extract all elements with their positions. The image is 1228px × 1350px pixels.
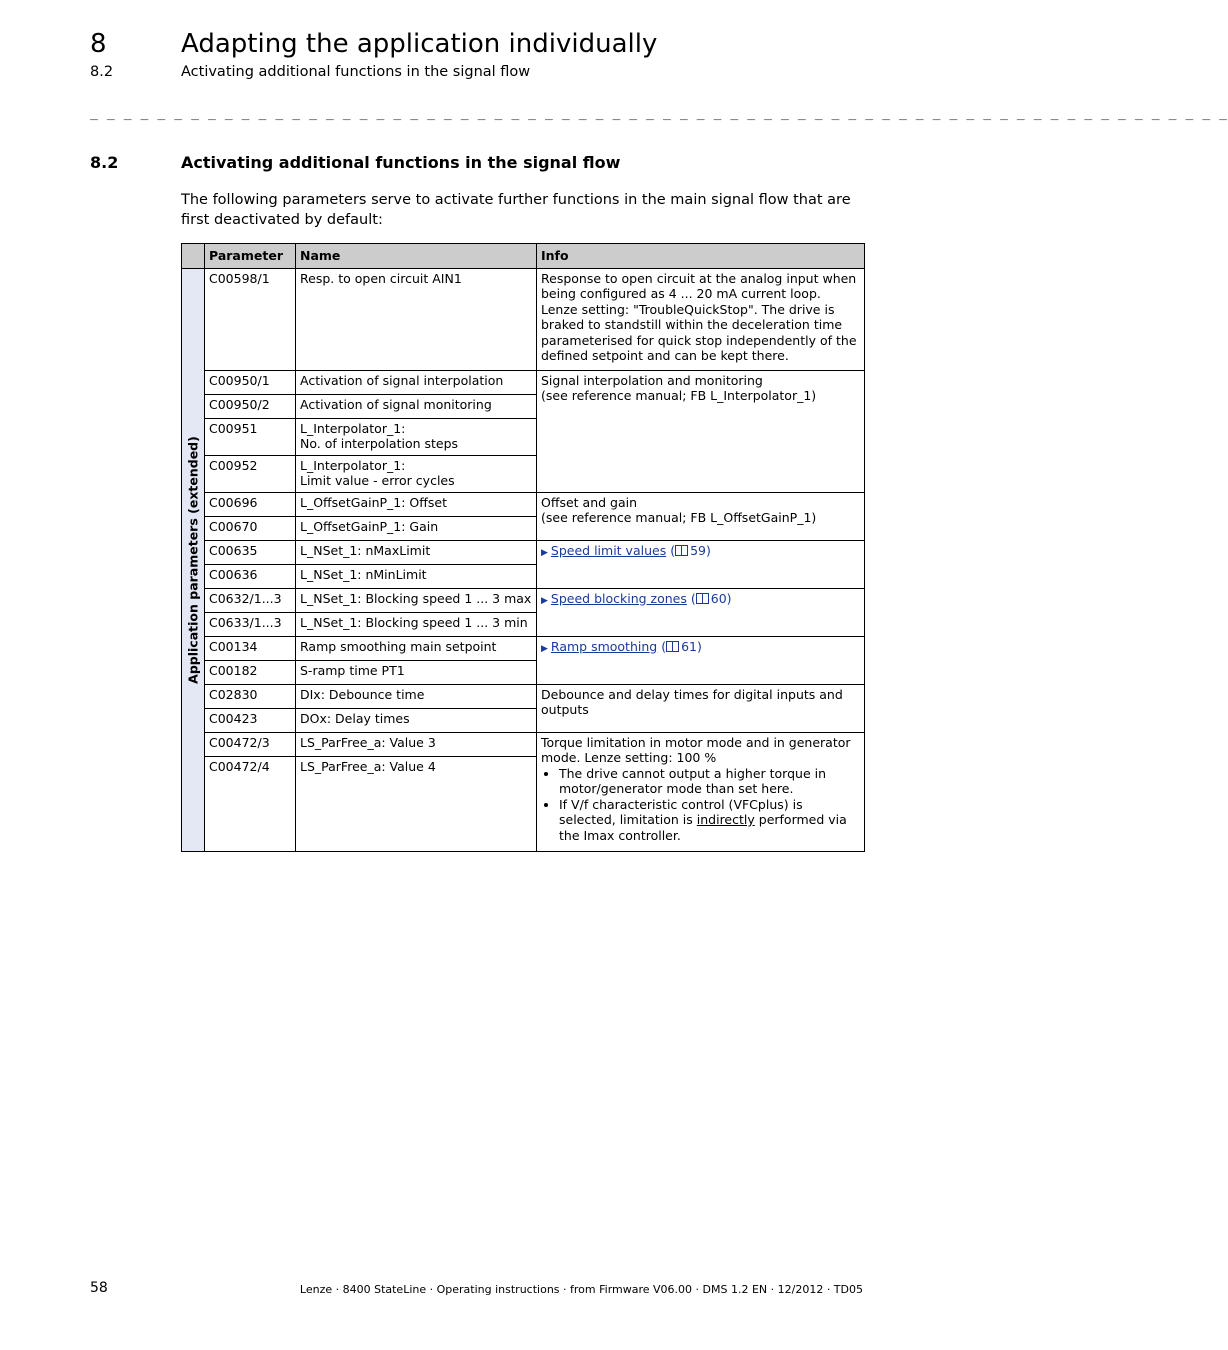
info-cell: [537, 588, 865, 636]
header-section-number: 8.2: [90, 64, 114, 80]
info-cell: [537, 268, 865, 370]
param-cell: C00635: [205, 540, 296, 564]
page-ref[interactable]: ( 60): [690, 590, 732, 606]
name-cell: S-ramp time PT1: [296, 660, 537, 684]
param-cell: C00134: [205, 636, 296, 660]
name-cell: Ramp smoothing main setpoint: [296, 636, 537, 660]
name-cell: L_NSet_1: Blocking speed 1 ... 3 max: [296, 588, 537, 612]
header-spacer: [182, 244, 205, 269]
name-cell: L_NSet_1: Blocking speed 1 ... 3 min: [296, 612, 537, 636]
name-line: No. of interpolation steps: [300, 436, 459, 451]
name-cell: [296, 418, 537, 455]
info-text: Response to open circuit at the analog input when being configured as 4 ... 20 mA current loop.: [541, 270, 857, 301]
info-text: (see reference manual; FB L_OffsetGainP_1): [541, 510, 817, 525]
table-row: [182, 492, 865, 516]
ramp-smoothing-link[interactable]: Ramp smoothing: [550, 638, 658, 654]
link-arrow-icon: ▶: [541, 595, 548, 606]
page-ref-number: 59): [690, 542, 711, 558]
header-info: Info: [537, 244, 865, 269]
chapter-title: Adapting the application individually: [181, 29, 658, 59]
param-cell: C00696: [205, 492, 296, 516]
info-cell: [537, 732, 865, 851]
name-cell: Activation of signal monitoring: [296, 394, 537, 418]
page-ref[interactable]: ( 61): [661, 638, 702, 654]
name-cell: Resp. to open circuit AIN1: [296, 268, 537, 370]
param-cell: C00598/1: [205, 268, 296, 370]
group-label-cell: [182, 268, 205, 851]
footer-text: Lenze · 8400 StateLine · Operating instructions · from Firmware V06.00 · DMS 1.2 EN · 12/2012 · TD05: [299, 1283, 863, 1296]
name-line: Limit value - error cycles: [300, 473, 455, 488]
param-cell: C00423: [205, 708, 296, 732]
name-cell: DOx: Delay times: [296, 708, 537, 732]
bullet-item: [559, 797, 860, 844]
param-cell: C00670: [205, 516, 296, 540]
name-cell: Activation of signal interpolation: [296, 370, 537, 394]
info-text: Offset and gain: [541, 494, 638, 510]
book-icon: [696, 593, 709, 604]
param-cell: C00951: [205, 418, 296, 455]
param-cell: C02830: [205, 684, 296, 708]
name-cell: [296, 455, 537, 492]
page-number: 58: [90, 1280, 108, 1296]
table-header-row: [182, 244, 865, 269]
param-cell: C00472/3: [205, 732, 296, 756]
name-cell: L_NSet_1: nMinLimit: [296, 564, 537, 588]
header-divider: _ _ _ _ _ _ _ _ _ _ _ _ _ _ _ _ _ _ _ _ _ _ _ _ _ _ _ _ _ _ _ _ _ _ _ _ _ _ _ _ _ _ _ _ _ _ _ _ _ _ _ _ _ _ _ _ _ _ _ _ _ _ _ _ _ _ _ _: [90, 106, 1228, 121]
chapter-number: 8: [90, 29, 107, 59]
torque-bullets: [541, 766, 860, 844]
bullet-text: If V/f characteristic control (VFCplus) is selected, limitation is: [559, 796, 803, 827]
header-name: Name: [296, 244, 537, 269]
page-ref[interactable]: ( 59): [670, 542, 711, 558]
param-cell: C00472/4: [205, 756, 296, 851]
info-text: Torque limitation in motor mode and in generator mode. Lenze setting: 100 %: [541, 734, 851, 765]
table-row: [182, 370, 865, 394]
info-text: Lenze setting: "TroubleQuickStop". The drive is braked to standstill within the deceleration time parameterised for quick stop independently of the defined setpoint and can be kept there.: [541, 301, 857, 363]
table-row: [182, 268, 865, 370]
info-text: Signal interpolation and monitoring: [541, 372, 763, 388]
name-cell: DIx: Debounce time: [296, 684, 537, 708]
name-line: L_Interpolator_1:: [300, 457, 406, 473]
emphasis-indirectly: indirectly: [696, 812, 755, 827]
header-parameter: Parameter: [205, 244, 296, 269]
bullet-text: performed via the Imax controller.: [559, 812, 847, 843]
table-row: [182, 732, 865, 756]
name-cell: LS_ParFree_a: Value 4: [296, 756, 537, 851]
name-cell: L_OffsetGainP_1: Gain: [296, 516, 537, 540]
param-cell: C00636: [205, 564, 296, 588]
name-cell: LS_ParFree_a: Value 3: [296, 732, 537, 756]
info-cell: [537, 492, 865, 540]
link-arrow-icon: ▶: [541, 643, 548, 654]
name-line: L_Interpolator_1:: [300, 420, 406, 436]
info-cell: [537, 636, 865, 684]
table-row: [182, 636, 865, 660]
intro-paragraph: The following parameters serve to activate further functions in the main signal flow that are first deactivated by default:: [181, 192, 851, 228]
group-label: Application parameters (extended): [185, 435, 201, 684]
info-cell: Debounce and delay times for digital inputs and outputs: [537, 684, 865, 732]
speed-blocking-zones-link[interactable]: Speed blocking zones: [550, 590, 687, 606]
param-cell: C00182: [205, 660, 296, 684]
page-ref-number: 61): [681, 638, 702, 654]
page-ref-number: 60): [710, 590, 732, 606]
info-cell: [537, 540, 865, 588]
table-row: [182, 684, 865, 708]
param-cell: C0633/1...3: [205, 612, 296, 636]
bullet-item: • The drive cannot output a higher torque in motor/generator mode than set here.: [559, 766, 860, 797]
header-section-title: Activating additional functions in the signal flow: [181, 64, 531, 80]
table-row: [182, 540, 865, 564]
info-cell: [537, 370, 865, 492]
name-cell: L_OffsetGainP_1: Offset: [296, 492, 537, 516]
info-text: (see reference manual; FB L_Interpolator_1): [541, 388, 817, 403]
section-heading: Activating additional functions in the signal flow: [181, 153, 621, 172]
parameter-table: [181, 243, 865, 852]
table-row: [182, 588, 865, 612]
book-icon: [666, 641, 679, 652]
book-icon: [675, 545, 688, 556]
name-cell: L_NSet_1: nMaxLimit: [296, 540, 537, 564]
param-cell: C00952: [205, 455, 296, 492]
param-cell: C0632/1...3: [205, 588, 296, 612]
section-number: 8.2: [90, 153, 119, 172]
param-cell: C00950/1: [205, 370, 296, 394]
param-cell: C00950/2: [205, 394, 296, 418]
link-arrow-icon: ▶: [541, 547, 548, 558]
speed-limit-values-link[interactable]: Speed limit values: [550, 542, 667, 558]
